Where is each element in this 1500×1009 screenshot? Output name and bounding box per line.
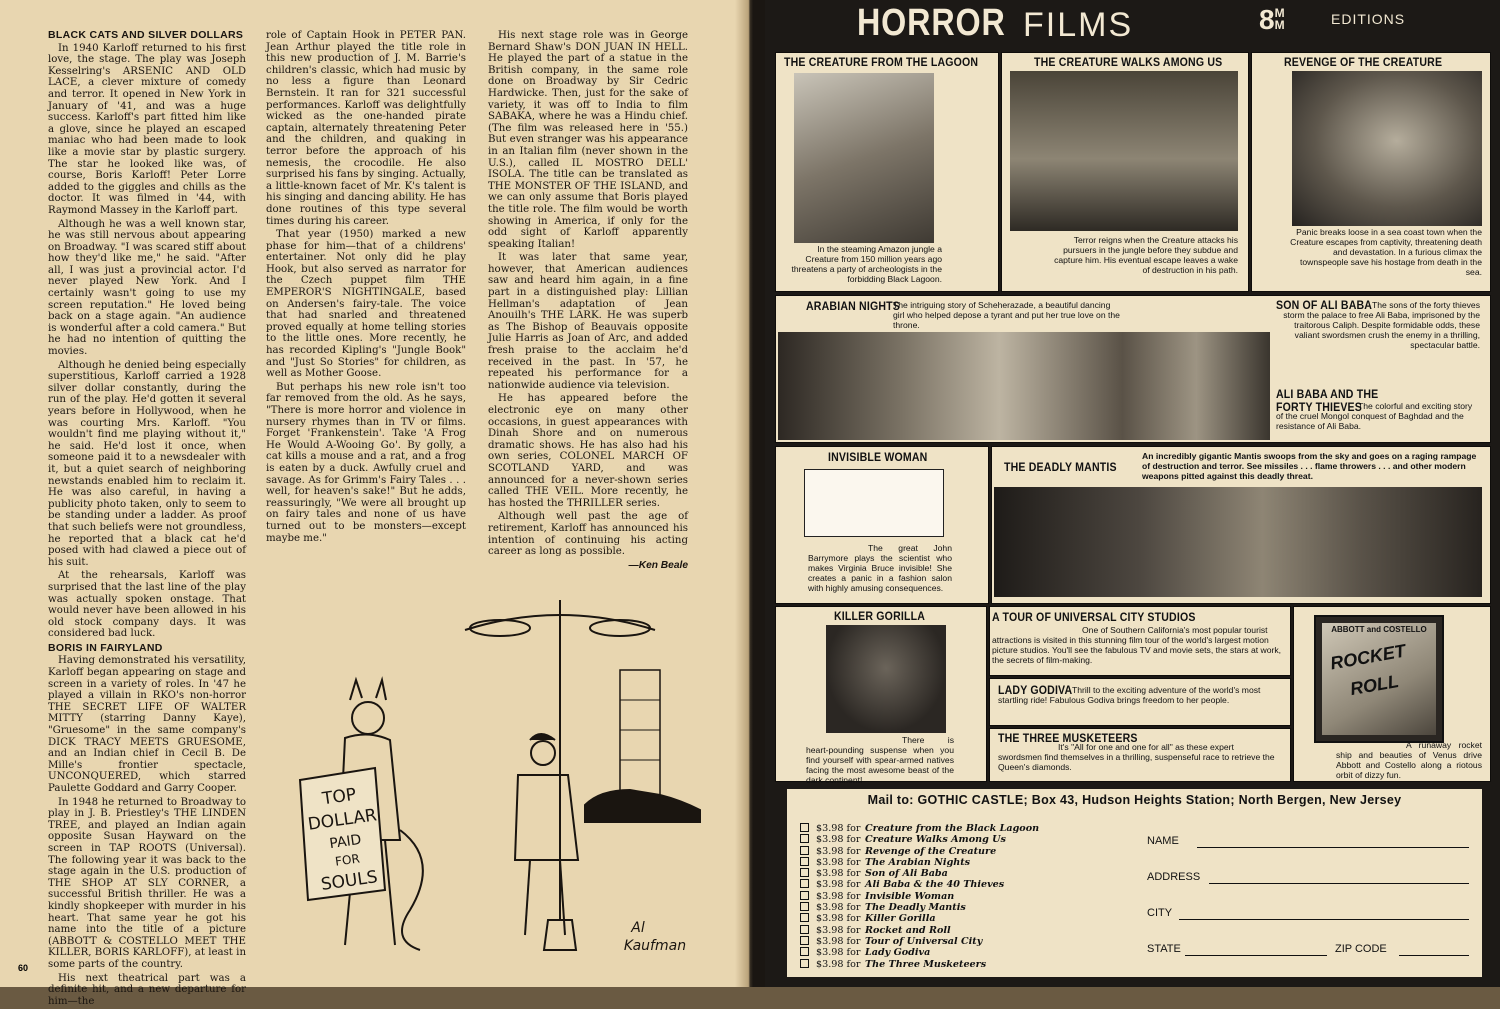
film-panel (775, 606, 987, 785)
poster-title: ROLL (1348, 670, 1401, 700)
film-panel (989, 606, 1291, 676)
order-item[interactable]: $3.98 for Tour of Universal City (800, 936, 1039, 947)
film-title: KILLER GORILLA (834, 609, 926, 623)
order-item[interactable]: $3.98 for Revenge of the Creature (800, 846, 1039, 857)
film-description: A runaway rocket ship and beauties of Venus drive Abbott and Costello along a riotous orbit of dizzy fun. (1336, 740, 1482, 780)
film-description: One of Southern California's most popular tourist attractions is visited in this stunning film tour of the world's largest motion picture studios. You'll see the fabulous TV and movie sets, the stars at work, the secrets of film-making. (992, 625, 1282, 665)
film-title: ALI BABA AND THE (1276, 387, 1379, 401)
film-description: The sons of the forty thieves storm the palace to free Ali Baba, imprisoned by the traitorous Caliph. Despite formidable odds, these valiant swordsmen crush the enemy in a thrilling, spectacular battle. (1283, 300, 1480, 350)
film-description: Thrill to the exciting adventure of the world's most startling ride! Fabulous Godiva brings freedom to her people. (998, 685, 1261, 705)
order-item[interactable]: $3.98 for Son of Ali Baba (800, 868, 1039, 879)
film-panel (775, 295, 1491, 443)
state-label: STATE (1147, 943, 1181, 955)
sign-text: FOR (334, 851, 361, 869)
article-column-1 (48, 30, 246, 1009)
checkbox[interactable] (800, 947, 809, 956)
film-title: LADY GODIVA (998, 683, 1073, 697)
film-panel (1251, 52, 1491, 292)
film-photo-blank (804, 469, 944, 537)
film-panel (1293, 606, 1491, 782)
paragraph: Although well past the age of retirement, Karloff has announced his intention of continuing his acting career as long as possible. (488, 511, 688, 558)
checkbox[interactable] (800, 891, 809, 900)
poster-top-text: ABBOTT and COSTELLO (1331, 625, 1427, 634)
masthead-films: FILMS (1023, 6, 1134, 44)
film-photo (778, 332, 1270, 440)
order-item[interactable]: $3.98 for Killer Gorilla (800, 913, 1039, 924)
zip-field[interactable] (1399, 955, 1469, 956)
city-label: CITY (1147, 907, 1173, 919)
mail-to-address: Mail to: GOTHIC CASTLE; Box 43, Hudson Heights Station; North Bergen, New Jersey (867, 793, 1402, 807)
film-title: A TOUR OF UNIVERSAL CITY STUDIOS (992, 610, 1196, 624)
order-item[interactable]: $3.98 for The Deadly Mantis (800, 902, 1039, 913)
film-photo (994, 487, 1482, 597)
section-heading: BORIS IN FAIRYLAND (48, 641, 163, 654)
film-description: The intriguing story of Scheherazade, a beautiful dancing girl who helped depose a tyrant and put her true love on the throne. (893, 300, 1120, 330)
film-title: INVISIBLE WOMAN (828, 450, 928, 464)
sign-text: SOULS (319, 867, 379, 895)
checkbox[interactable] (800, 913, 809, 922)
film-description: It's "All for one and one for all" as these expert swordsmen find themselves in a thrilling, suspenseful race to retrieve the Queen's diamonds. (998, 742, 1275, 772)
film-panel (775, 52, 999, 292)
film-description: Terror reigns when the Creature attacks his pursuers in the jungle before they subdue and capture him. His eventual escape leaves a wake of destruction in his path. (1054, 235, 1238, 275)
paragraph: In 1940 Karloff returned to his first love, the stage. The play was Joseph Kesselring's ARSENIC AND OLD LACE, a clever mixture of comedy and terror. It opened in New York in January of '41, and was a huge success. Karloff's part fitted him like a glove, since he played an escaped maniac who had been made to look like a movie star by plastic surgery. The star he looked like was, of course, Boris Karloff! Peter Lorre added to the giggles and chills as the doctor. It was filmed in '44, with Raymond Massey in the Karloff part. (48, 42, 246, 216)
address-label: ADDRESS (1147, 871, 1201, 883)
film-description: In the steaming Amazon jungle a Creature from 150 million years ago threatens a party of archeologists in the forbidding Black Lagoon. (791, 244, 942, 284)
paragraph: But perhaps his new role isn't too far removed from the old. As he says, "There is more horror and violence in nursery rhymes than in TV or films. Forget 'Frankenstein'. Take 'A Frog He Would A-Wooing Go'. By golly, a cat kills a mouse and a rat, and a frog is eaten by a duck. Awfully cruel and savage. As for Grimm's Fairy Tales . . . well, for heaven's sake!" But he adds, reassuringly, "We were all brought up on fairy tales and none of us have turned out to be monsters—except maybe me." (266, 381, 466, 544)
poster-title: ROCKET (1328, 640, 1408, 674)
state-field[interactable] (1185, 955, 1327, 956)
checkbox[interactable] (800, 925, 809, 934)
checkbox[interactable] (800, 936, 809, 945)
film-title: FORTY THIEVES (1276, 400, 1363, 414)
film-description: The great John Barrymore plays the scientist who makes Virginia Bruce invisible! She creates a panic in a fashion salon with highly amusing consequences. (808, 543, 952, 593)
film-panel (989, 678, 1291, 726)
order-item[interactable]: $3.98 for Lady Godiva (800, 947, 1039, 958)
film-title: THE DEADLY MANTIS (1004, 460, 1117, 474)
name-label: NAME (1147, 835, 1179, 847)
film-title: SON OF ALI BABA (1276, 298, 1373, 312)
film-description: The colorful and exciting story of the cruel Mongol conquest of Baghdad and the resistance of Ali Baba. (1276, 401, 1473, 431)
author-byline: —Ken Beale (628, 559, 688, 571)
film-title: REVENGE OF THE CREATURE (1284, 55, 1443, 69)
checkbox[interactable] (800, 868, 809, 877)
name-field[interactable] (1197, 847, 1469, 848)
order-item[interactable]: $3.98 for Creature Walks Among Us (800, 834, 1039, 845)
checkbox[interactable] (800, 823, 809, 832)
paragraph: In 1948 he returned to Broadway to play in J. B. Priestley's THE LINDEN TREE, and played an Indian again opposite Susan Hayward on the screen in TAP ROOTS (Universal). The following year it was back to the stage again in the U.S. production of THE SHOP AT SLY CORNER, a successful British thriller. He was a kindly shopkeeper with murder in his heart. That same year he got his name into the title of a picture (ABBOTT & COSTELLO MEET THE KILLER, BORIS KARLOFF), at least in some parts of the country. (48, 796, 246, 970)
paragraph: His next theatrical part was a definite hit, and a new departure for him—the (48, 972, 246, 1007)
checkbox[interactable] (800, 959, 809, 968)
publisher-logo: 8M M (1259, 4, 1285, 35)
order-item[interactable]: $3.98 for Ali Baba & the 40 Thieves (800, 879, 1039, 890)
paragraph: role of Captain Hook in PETER PAN. Jean Arthur played the title role in this new production of J. M. Barrie's children's classic, which had music by no less a figure than Leonard Bernstein. It ran for 321 successful performances. Karloff was delightfully wicked as the one-handed pirate captain, alternately threatening Peter and the children, and quaking in terror before the approach of his nemesis, the crocodile. He also surprised his fans by singing. Actually, a little-known facet of Mr. K's talent is his singing and dancing ability. He has done routines of this type several times during his career. (266, 30, 466, 227)
artist-signature: Al (631, 920, 645, 936)
film-photo (794, 73, 934, 243)
order-item[interactable]: $3.98 for Invisible Woman (800, 891, 1039, 902)
film-description: Panic breaks loose in a sea coast town when the Creature escapes from captivity, threatening death and devastation. In a furious climax the townspeople save his hostage from death in the sea. (1290, 227, 1482, 277)
sign-text: PAID (328, 831, 363, 853)
city-field[interactable] (1179, 919, 1469, 920)
film-description: There is heart-pounding suspense when you find yourself with spear-armed natives facing the most awesome beast of the dark continent! (806, 735, 954, 785)
film-panel (991, 446, 1491, 604)
masthead-editions: EDITIONS (1331, 11, 1406, 27)
masthead-horror: HORROR (857, 2, 1006, 44)
film-panel (1001, 52, 1249, 292)
paragraph: At the rehearsals, Karloff was surprised that the last line of the play was actually spoken onstage. That would never have been allowed in his old stock company days. It was considered bad luck. (48, 570, 246, 640)
left-page (0, 0, 745, 1007)
order-item[interactable]: $3.98 for Rocket and Roll (800, 925, 1039, 936)
film-photo (826, 625, 946, 733)
cartoon-illustration (260, 590, 720, 970)
article-column-3 (488, 30, 688, 571)
film-title: THE THREE MUSKETEERS (998, 731, 1138, 745)
order-item[interactable]: $3.98 for The Three Musketeers (800, 959, 1039, 970)
masthead (765, 0, 1500, 48)
film-panel (775, 446, 989, 604)
film-photo (1292, 71, 1482, 226)
checkbox[interactable] (800, 902, 809, 911)
section-heading: BLACK CATS AND SILVER DOLLARS (48, 29, 244, 41)
page-gutter (735, 0, 765, 987)
sign-text: TOP (321, 784, 358, 810)
film-title: ARABIAN NIGHTS (806, 299, 900, 313)
paragraph: It was later that same year, however, that American audiences saw and heard him again, in a fine part in a distinguished play: Lillian Hellman's adaptation of Jean Anouilh's THE LARK. He was superb as The Bishop of Beauvais opposite Julie Harris as Joan of Arc, and added fresh praise to the acclaim he'd received in the past. In '57, he repeated his performance for a nationwide audience via television. (488, 252, 688, 391)
zip-label: ZIP CODE (1335, 943, 1387, 955)
paragraph: That year (1950) marked a new phase for him—that of a childrens' entertainer. Not only did he play Hook, but also served as narrator for the Czech puppet film THE EMPEROR'S NIGHTINGALE, based on Andersen's fairy-tale. The voice that had snarled and threatened proved equally at home telling stories to the little ones. More recently, he has recorded Kipling's "Jungle Book" and "Just So Stories" for children, as well as Mother Goose. (266, 229, 466, 380)
article-column-2 (266, 30, 466, 546)
page-number: 60 (18, 963, 29, 973)
paragraph: Although he was a well known star, he was still nervous about appearing on Broadway. "I was scared stiff about how they'd like me," he said. "After all, I was just a provincial actor. I'd never played New York. And I certainly wasn't going to use my screen reputation." He loved being back on a stage again. "An audience is wonderful after a cold camera." But he had no intention of quitting the movies. (48, 218, 247, 358)
paragraph: Although he denied being especially superstitious, Karloff carried a 1928 silver dollar constantly, during the run of the play. He'd gotten it several years before in Hollywood, when he was courting Mrs. Karloff. "You wouldn't find me playing without it," he said. He'd lost it once, when someone paid it to a newsdealer with it, but a quiet search of neighboring newstands enabled him to reclaim it. He was also careful, in having a publicity photo taken, only to seem to be standing under a ladder. As proof that such beliefs were not groundless, he reported that a black cat he'd posed with had clawed a piece out of his suit. (48, 359, 246, 568)
film-title: THE CREATURE FROM THE LAGOON (784, 55, 979, 69)
poster-image (1314, 615, 1444, 743)
paragraph: He has appeared before the electronic eye on many other occasions, in guest appearances with Dinah Shore and on numerous dramatic shows. He has also had his own series, COLONEL MARCH OF SCOTLAND YARD, and was announced for a never-shown series called THE VEIL. More recently, he has hosted the THRILLER series. (488, 393, 688, 509)
paragraph: His next stage role was in George Bernard Shaw's DON JUAN IN HELL. He played the part of a statue in the British company, in the same role done on Broadway by Sir Cedric Hardwicke. Then, just for the sake of variety, it was off to India to film SABAKA, where he was a Hindu chief. (The film was released here in '55.) But even stranger was his appearance in an Italian film (never shown in the U.S.), called IL MOSTRO DELL' ISOLA. The title can be translated as THE MONSTER OF THE ISLAND, and we can only assume that Boris played the title role. The film would be worth showing in America, if only for the odd sight of Karloff apparently speaking Italian! (488, 30, 688, 250)
address-field[interactable] (1209, 883, 1469, 884)
film-photo (1010, 71, 1238, 231)
right-page (765, 0, 1500, 987)
checkbox[interactable] (800, 879, 809, 888)
film-description: An incredibly gigantic Mantis swoops from the sky and goes on a raging rampage of destruction and terror. See missiles . . . flame throwers . . . and other modern weapons pitted against this deadly threat. (1142, 451, 1477, 481)
checkbox[interactable] (800, 834, 809, 843)
paragraph: Having demonstrated his versatility, Karloff began appearing on stage and screen in a variety of roles. In '47 he played a villain in RKO's non-horror THE SECRET LIFE OF WALTER MITTY (starring Danny Kaye), "Gruesome" in the same company's DICK TRACY MEETS GRUESOME, and an Indian chief in Cecil B. De Mille's frontier spectacle, UNCONQUERED, which starred Paulette Goddard and Garry Cooper. (48, 655, 246, 794)
order-item[interactable]: $3.98 for The Arabian Nights (800, 857, 1039, 868)
checkbox[interactable] (800, 846, 809, 855)
sign-text: DOLLAR (306, 805, 378, 835)
film-panel (989, 728, 1291, 782)
order-item[interactable]: $3.98 for Creature from the Black Lagoon (800, 823, 1039, 834)
order-form (787, 789, 1482, 977)
checkbox[interactable] (800, 857, 809, 866)
film-title: THE CREATURE WALKS AMONG US (1034, 55, 1223, 69)
order-list (800, 823, 1039, 970)
artist-signature: Kaufman (623, 938, 687, 954)
